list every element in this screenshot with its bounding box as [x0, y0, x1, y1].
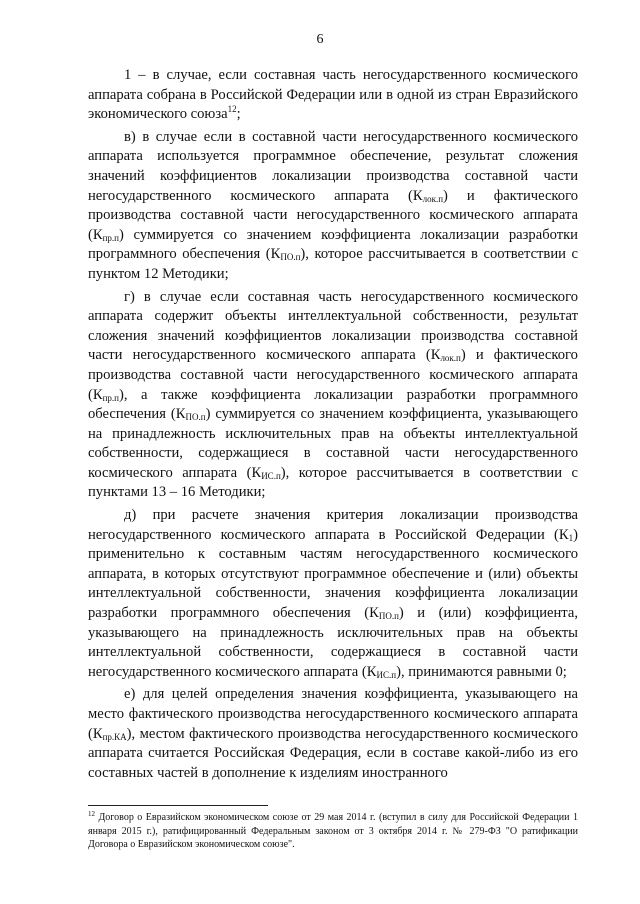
paragraph-text: е) для целей определения значения коэффициента, указывающего на место фактического производства негосударственного космического аппарата (К	[88, 686, 578, 742]
paragraph-text: д) при расчете значения критерия локализации производства негосударственного космического аппарата в Российской Федерации (К	[88, 507, 578, 543]
subscript: ИС.п	[261, 470, 281, 481]
subscript: пр.КА	[102, 731, 127, 742]
subscript: 1	[568, 532, 574, 543]
subscript: ИС.п	[376, 669, 397, 680]
paragraph-text: 1 – в случае, если составная часть негосударственного космического аппарата собрана в Российской Федерации или в одной из стран Евразийского экономического союза	[88, 67, 578, 123]
paragraph-text: ;	[236, 106, 241, 123]
footnote-text: Договор о Евразийском экономическом союзе от 29 мая 2014 г. (вступил в силу для Российской Федерации 1 января 2015 г.), ратифицированный Федеральным законом от 3 октября 2014 г. № 279-ФЗ "О ратификации Договора о Евразийском экономическом союзе".	[88, 812, 578, 850]
paragraph-item-d	[88, 506, 578, 682]
paragraph-item-e	[88, 685, 578, 783]
paragraph-text: ) применительно к составным частям негосударственного космического аппарата, в которых отсутствуют программное обеспечение и (или) объекты интеллектуальной собственности, значения коэффициента локализации разработки программного обеспечения (К	[88, 526, 578, 622]
paragraph-text: ) и (или) коэффициента, указывающего на принадлежность исключительных прав на объекты интеллектуальной собственности, содержащиеся в составной части негосударственного космического аппарата (К	[88, 605, 578, 680]
paragraph-text: ), местом фактического производства негосударственного космического аппарата считается Российская Федерация, если в составе какой-либо из его составных частей в дополнение к изделиям иностранного	[88, 725, 578, 781]
paragraph-text: ), а также коэффициента локализации разработки программного обеспечения (К	[88, 386, 578, 423]
paragraph-text: ) и фактического производства составной части негосударственного космического аппарата (К	[88, 187, 578, 243]
footnote-divider	[88, 805, 268, 806]
paragraph-text: ), принимаются равными 0;	[396, 663, 567, 680]
page-number: 6	[316, 32, 324, 47]
paragraph-text: в) в случае если в составной части негосударственного космического аппарата используется программное обеспечение, результат сложения значений коэффициентов локализации производства составной части негосударственного космического аппарата (К	[88, 128, 578, 204]
subscript: ПО.п	[378, 611, 399, 622]
footnote-reference[interactable]: 12	[227, 104, 237, 115]
paragraph-item-v	[88, 128, 578, 285]
footnote	[88, 811, 578, 852]
footnote-mark: 12	[88, 810, 95, 818]
paragraph-text: ), которое рассчитывается в соответствии с пунктами 13 – 16 Методики;	[88, 464, 578, 501]
paragraph-text: ) суммируется со значением коэффициента, указывающего на принадлежность исключительных прав на объекты интеллектуальной собственности, содержащиеся в составной части негосударственного космического аппарата (К	[88, 406, 578, 481]
paragraph-text: ) и фактического производства составной части негосударственного космического аппарата (К	[88, 347, 578, 403]
paragraph-item-1	[88, 66, 578, 125]
paragraph-item-g	[88, 288, 578, 504]
paragraph-text: г) в случае если составная часть негосударственного космического аппарата содержит объекты интеллектуальной собственности, результат сложения значений коэффициентов локализации производства составной части негосударственного космического аппарата (К	[88, 288, 578, 364]
subscript: ПО.п	[185, 412, 206, 423]
subscript: пр.п	[102, 232, 119, 243]
subscript: лок.п	[440, 353, 461, 364]
paragraph-text: ), которое рассчитывается в соответствии с пунктом 12 Методики;	[88, 246, 578, 282]
subscript: пр.п	[102, 392, 119, 403]
subscript: ПО.п	[280, 252, 301, 263]
subscript: лок.п	[422, 193, 444, 204]
paragraph-text: ) суммируется со значением коэффициента локализации разработки программного обеспечения (К	[88, 226, 578, 263]
document-body	[88, 66, 578, 786]
